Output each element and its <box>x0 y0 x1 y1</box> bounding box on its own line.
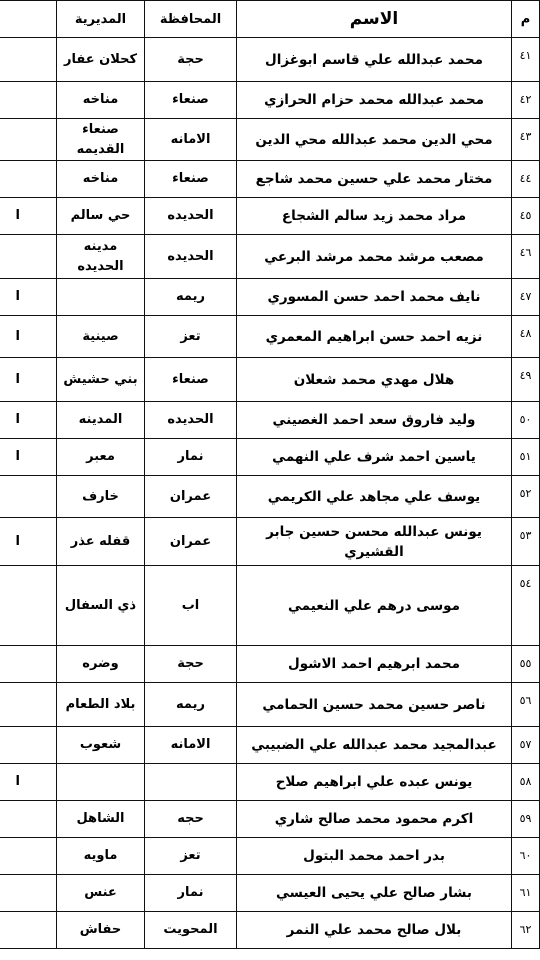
row-extra <box>0 912 57 949</box>
row-extra: ا <box>0 198 57 235</box>
row-governorate: ريمه <box>145 683 237 727</box>
table-row <box>0 82 540 119</box>
row-number: ٥٥ <box>512 646 540 683</box>
row-number: ٥١ <box>512 439 540 476</box>
row-extra <box>0 646 57 683</box>
row-name: موسى درهم علي النعيمي <box>237 566 512 646</box>
row-governorate: صنعاء <box>145 82 237 119</box>
row-extra: ا <box>0 518 57 566</box>
row-directorate: ماويه <box>57 838 145 875</box>
row-number: ٦١ <box>512 875 540 912</box>
row-extra <box>0 38 57 82</box>
table-header-row <box>0 1 540 38</box>
row-directorate: شعوب <box>57 727 145 764</box>
row-number: ٤٤ <box>512 161 540 198</box>
row-name: مختار محمد علي حسين محمد شاجع <box>237 161 512 198</box>
row-directorate: مناخه <box>57 82 145 119</box>
row-directorate: المدينه <box>57 402 145 439</box>
row-directorate: معبر <box>57 439 145 476</box>
row-extra <box>0 683 57 727</box>
row-extra <box>0 235 57 279</box>
header-extra <box>0 1 57 38</box>
row-number: ٤٦ <box>512 235 540 279</box>
row-name: مصعب مرشد محمد مرشد البرعي <box>237 235 512 279</box>
row-extra: ا <box>0 439 57 476</box>
row-governorate: الحديده <box>145 402 237 439</box>
row-directorate: عنس <box>57 875 145 912</box>
table-row <box>0 38 540 82</box>
row-extra <box>0 875 57 912</box>
table-row <box>0 119 540 161</box>
row-number: ٥٣ <box>512 518 540 566</box>
row-extra: ا <box>0 316 57 358</box>
header-directorate: المديرية <box>57 1 145 38</box>
row-extra <box>0 82 57 119</box>
table-row <box>0 518 540 566</box>
table-row <box>0 316 540 358</box>
row-extra <box>0 801 57 838</box>
row-directorate: حفاش <box>57 912 145 949</box>
row-directorate: ذي السفال <box>57 566 145 646</box>
row-name: نايف محمد احمد حسن المسوري <box>237 279 512 316</box>
row-number: ٥٧ <box>512 727 540 764</box>
row-governorate: الحديده <box>145 235 237 279</box>
row-extra <box>0 119 57 161</box>
table-row <box>0 646 540 683</box>
row-directorate: بلاد الطعام <box>57 683 145 727</box>
row-number: ٥٠ <box>512 402 540 439</box>
row-directorate: حي سالم <box>57 198 145 235</box>
row-extra <box>0 566 57 646</box>
row-name: بلال صالح محمد علي النمر <box>237 912 512 949</box>
table-row <box>0 566 540 646</box>
row-directorate: صينية <box>57 316 145 358</box>
row-number: ٥٦ <box>512 683 540 727</box>
row-directorate <box>57 279 145 316</box>
row-number: ٤٩ <box>512 358 540 402</box>
row-name: يونس عبده علي ابراهيم صلاح <box>237 764 512 801</box>
row-directorate <box>57 764 145 801</box>
row-governorate: الامانه <box>145 119 237 161</box>
row-number: ٥٤ <box>512 566 540 646</box>
row-name: اكرم محمود محمد صالح شاري <box>237 801 512 838</box>
table-row <box>0 875 540 912</box>
table-row <box>0 764 540 801</box>
row-directorate: كحلان عفار <box>57 38 145 82</box>
row-name: عبدالمجيد محمد عبدالله علي الضبيبي <box>237 727 512 764</box>
row-number: ٤٧ <box>512 279 540 316</box>
header-governorate: المحافظة <box>145 1 237 38</box>
row-extra: ا <box>0 764 57 801</box>
row-governorate: تعز <box>145 316 237 358</box>
row-name: بدر احمد محمد البتول <box>237 838 512 875</box>
table-row <box>0 439 540 476</box>
row-extra <box>0 476 57 518</box>
row-name: مراد محمد زيد سالم الشجاع <box>237 198 512 235</box>
table-row <box>0 161 540 198</box>
row-name: ناصر حسين محمد حسين الحمامي <box>237 683 512 727</box>
row-number: ٤٥ <box>512 198 540 235</box>
row-extra: ا <box>0 402 57 439</box>
row-name: ياسين احمد شرف علي النهمي <box>237 439 512 476</box>
table-row <box>0 279 540 316</box>
row-number: ٥٢ <box>512 476 540 518</box>
row-governorate: نمار <box>145 439 237 476</box>
row-governorate: ريمه <box>145 279 237 316</box>
table-row <box>0 801 540 838</box>
row-number: ٦٠ <box>512 838 540 875</box>
row-name: بشار صالح علي يحيى العيسي <box>237 875 512 912</box>
header-num: م <box>512 1 540 38</box>
row-number: ٦٢ <box>512 912 540 949</box>
row-governorate: حجة <box>145 646 237 683</box>
row-extra <box>0 161 57 198</box>
row-extra: ا <box>0 358 57 402</box>
row-governorate <box>145 764 237 801</box>
row-directorate: بني حشيش <box>57 358 145 402</box>
table-row <box>0 727 540 764</box>
row-directorate: وضره <box>57 646 145 683</box>
row-governorate: نمار <box>145 875 237 912</box>
table-row <box>0 402 540 439</box>
table-row <box>0 912 540 949</box>
table-row <box>0 358 540 402</box>
row-directorate: الشاهل <box>57 801 145 838</box>
table-row <box>0 683 540 727</box>
row-name: هلال مهدي محمد شعلان <box>237 358 512 402</box>
row-governorate: صنعاء <box>145 358 237 402</box>
row-governorate: حجه <box>145 801 237 838</box>
row-name: محمد عبدالله علي قاسم ابوغزال <box>237 38 512 82</box>
table-row <box>0 198 540 235</box>
row-governorate: الحديده <box>145 198 237 235</box>
table-row <box>0 838 540 875</box>
row-directorate: خارف <box>57 476 145 518</box>
row-name: محي الدين محمد عبدالله محي الدين <box>237 119 512 161</box>
row-governorate: عمران <box>145 518 237 566</box>
table-body <box>0 38 540 949</box>
row-directorate: قفله عذر <box>57 518 145 566</box>
row-governorate: عمران <box>145 476 237 518</box>
row-extra: ا <box>0 279 57 316</box>
row-extra <box>0 727 57 764</box>
row-name: محمد عبدالله محمد حزام الحرازي <box>237 82 512 119</box>
row-governorate: اب <box>145 566 237 646</box>
row-governorate: حجة <box>145 38 237 82</box>
row-number: ٥٨ <box>512 764 540 801</box>
row-extra <box>0 838 57 875</box>
row-name: وليد فاروق سعد احمد الغصيني <box>237 402 512 439</box>
row-name: يونس عبدالله محسن حسين جابر القشيري <box>237 518 512 566</box>
row-number: ٥٩ <box>512 801 540 838</box>
row-name: محمد ابرهيم احمد الاشول <box>237 646 512 683</box>
row-number: ٤١ <box>512 38 540 82</box>
row-governorate: صنعاء <box>145 161 237 198</box>
row-number: ٤٨ <box>512 316 540 358</box>
table-row <box>0 476 540 518</box>
row-name: نزيه احمد حسن ابراهيم المعمري <box>237 316 512 358</box>
table-row <box>0 235 540 279</box>
row-governorate: المحويت <box>145 912 237 949</box>
row-directorate: مناخه <box>57 161 145 198</box>
row-number: ٤٣ <box>512 119 540 161</box>
row-directorate: مدينه الحديده <box>57 235 145 279</box>
header-name: الاسم <box>237 1 512 38</box>
row-governorate: تعز <box>145 838 237 875</box>
row-name: يوسف علي مجاهد علي الكريمي <box>237 476 512 518</box>
row-governorate: الامانه <box>145 727 237 764</box>
row-directorate: صنعاء القديمه <box>57 119 145 161</box>
row-number: ٤٢ <box>512 82 540 119</box>
